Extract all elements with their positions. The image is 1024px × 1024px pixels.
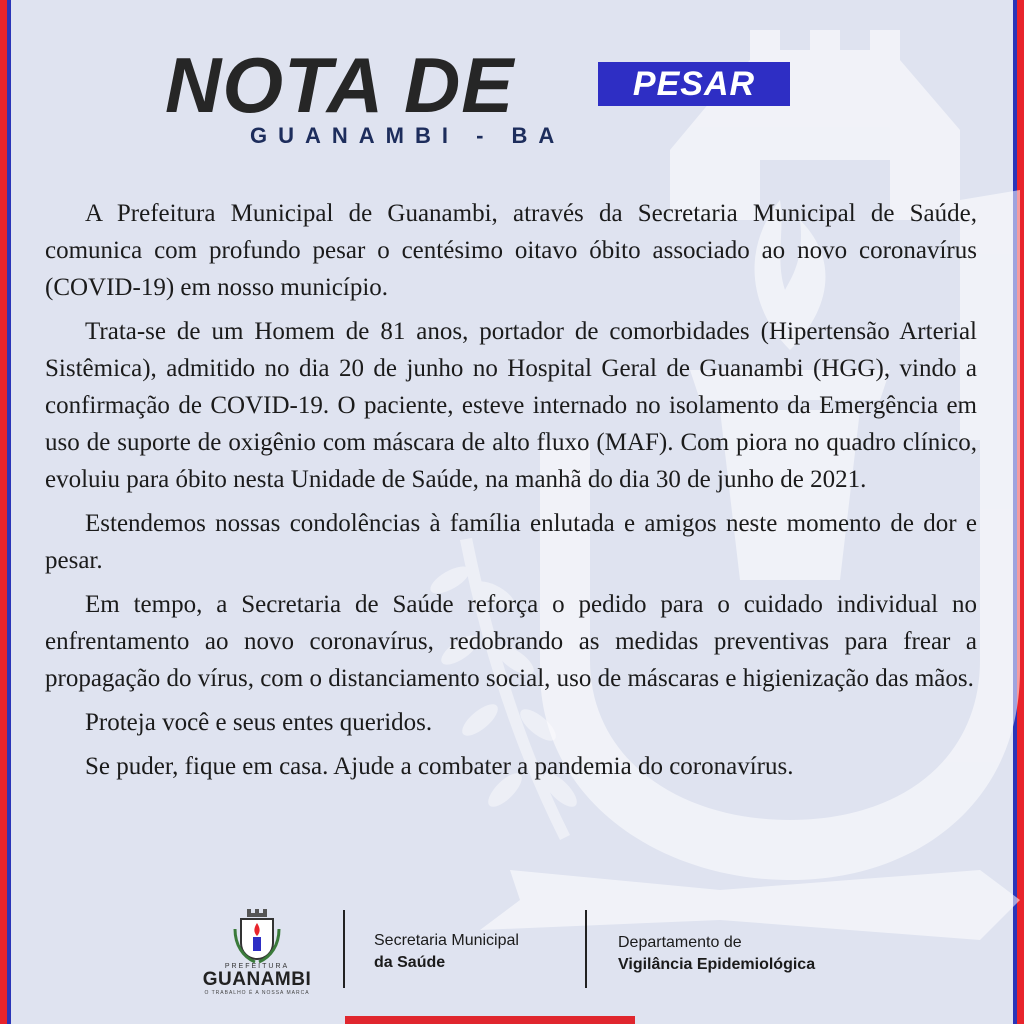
logo-prefix: PREFEITURA [224,963,290,970]
footer-divider [343,910,345,988]
paragraph-prevention: Em tempo, a Secretaria de Saúde reforça o pedido para o cuidado individual no enfrentamento ao novo coronavírus, redobrando as medidas preventivas para frear a propagação do vírus, com o distanciamento social, uso de máscaras e higienização das mãos. [45,591,977,692]
departamento-label [618,932,815,976]
logo-slogan: O TRABALHO É A NOSSA MARCA [204,990,310,996]
coat-of-arms-icon [229,905,285,965]
secretaria-label [374,930,519,974]
notice-body [45,195,977,792]
secretaria-line1: Secretaria Municipal [374,932,519,949]
bottom-accent-bar [345,1016,635,1024]
footer-divider [585,910,587,988]
secretaria-line2: da Saúde [374,954,446,971]
departamento-line1: Departamento de [618,934,742,951]
departamento-line2: Vigilância Epidemiológica [618,956,816,973]
prefeitura-logo [196,905,318,1015]
page-subtitle: GUANAMBI - BA [250,123,566,148]
footer [0,900,1024,1024]
paragraph-intro: A Prefeitura Municipal de Guanambi, através da Secretaria Municipal de Saúde, comunica com profundo pesar o centésimo oitavo óbito associado ao novo coronavírus (COVID-19) em nosso município. [45,200,977,301]
paragraph-stay-home: Se puder, fique em casa. Ajude a combater a pandemia do coronavírus. [85,753,794,780]
logo-name: GUANAMBI [202,969,312,990]
paragraph-case-details: Trata-se de um Homem de 81 anos, portador de comorbidades (Hipertensão Arterial Sistêmica), admitido no dia 20 de junho no Hospital Geral de Guanambi (HGG), vindo a confirmação de COVID-19. O paciente, esteve internado no isolamento da Emergência em uso de suporte de oxigênio com máscara de alto fluxo (MAF). Com piora no quadro clínico, evoluiu para óbito nesta Unidade de Saúde, na manhã do dia 30 de junho de 2021. [45,318,977,493]
paragraph-protect: Proteja você e seus entes queridos. [85,709,433,736]
paragraph-condolences: Estendemos nossas condolências à família enlutada e amigos neste momento de dor e pesar. [45,510,977,574]
title-badge: PESAR [598,62,790,106]
page-title: NOTA DE [165,41,515,129]
